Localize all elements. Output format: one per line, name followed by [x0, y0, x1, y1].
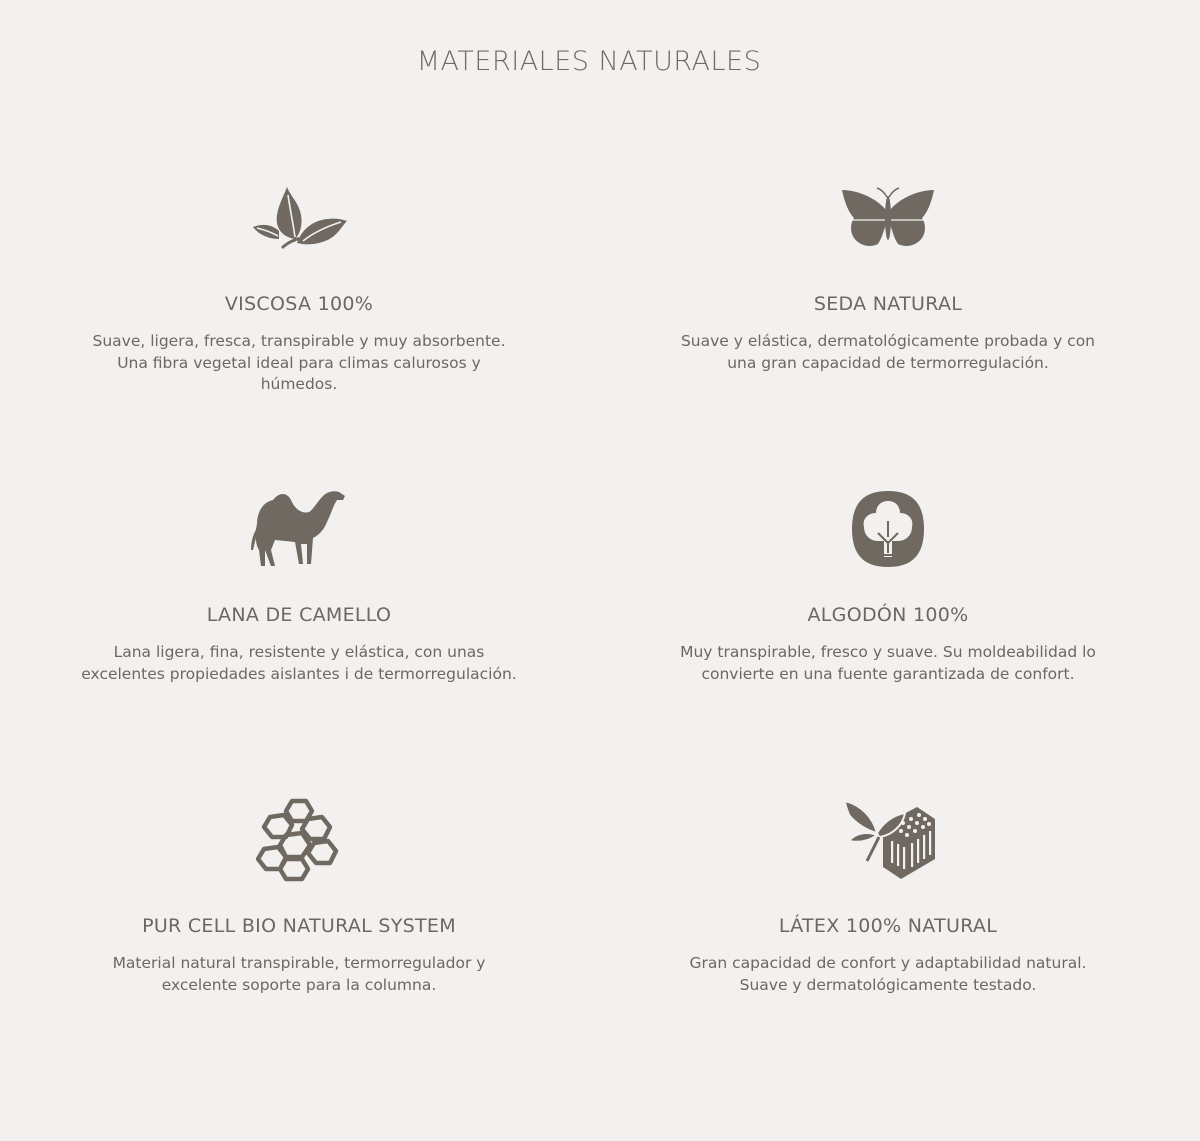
material-description: Suave y elástica, dermatológicamente probada y con una gran capacidad de termorregulación.	[680, 332, 1096, 372]
cotton-icon	[833, 479, 943, 579]
material-description: Muy transpirable, fresco y suave. Su moldeabilidad lo convierte en una fuente garantizada de confort.	[680, 643, 1096, 683]
material-title: ALGODÓN 100%	[807, 604, 969, 626]
material-title: SEDA NATURAL	[813, 293, 963, 315]
cells-icon	[244, 790, 354, 890]
material-description: Suave, ligera, fresca, transpirable y muy absorbente. Una fibra vegetal ideal para climas calurosos y húmedos.	[92, 332, 506, 393]
material-title: PUR CELL BIO NATURAL SYSTEM	[142, 915, 456, 937]
material-title: LANA DE CAMELLO	[206, 604, 392, 626]
leaves-icon	[244, 168, 354, 268]
material-title: VISCOSA 100%	[224, 293, 374, 315]
material-card-pur-cell	[0, 790, 598, 1101]
material-description: Gran capacidad de confort y adaptabilidad natural. Suave y dermatológicamente testado.	[689, 954, 1087, 994]
materials-grid	[0, 168, 1178, 1101]
material-card-seda	[598, 168, 1178, 479]
page-title: MATERIALES NATURALES	[416, 46, 762, 77]
camel-icon	[244, 479, 354, 579]
material-card-lana-camello	[0, 479, 598, 790]
material-description: Lana ligera, fina, resistente y elástica, con unas excelentes propiedades aislantes i de termorregulación.	[81, 643, 517, 683]
material-card-algodon	[598, 479, 1178, 790]
butterfly-icon	[833, 168, 943, 268]
material-description: Material natural transpirable, termorregulador y excelente soporte para la columna.	[112, 954, 486, 994]
material-card-viscosa	[0, 168, 598, 479]
latex-icon	[833, 790, 943, 890]
material-card-latex	[598, 790, 1178, 1101]
material-title: LÁTEX 100% NATURAL	[778, 915, 998, 937]
